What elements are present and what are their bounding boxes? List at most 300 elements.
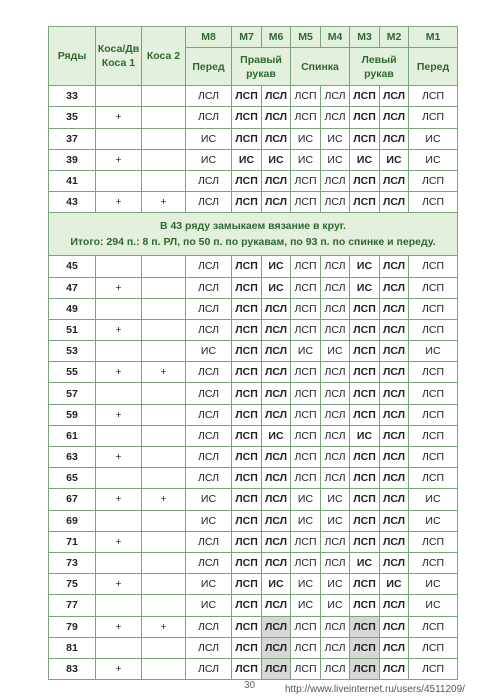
stitch-cell: ЛСП — [409, 107, 458, 128]
stitch-cell: ИС — [321, 341, 350, 362]
table-row — [49, 468, 458, 489]
table-row — [49, 595, 458, 616]
stitch-cell: ЛСП — [291, 531, 321, 552]
kosa2-mark — [142, 298, 186, 319]
stitch-cell: ЛСЛ — [380, 425, 409, 446]
stitch-cell: ЛСП — [291, 468, 321, 489]
marker-m3: М3 — [350, 27, 380, 48]
row-number: 53 — [49, 341, 96, 362]
kosa1-mark — [96, 256, 142, 277]
table-row — [49, 658, 458, 679]
stitch-cell: ЛСП — [350, 658, 380, 679]
kosa2-mark — [142, 107, 186, 128]
stitch-cell: ИС — [262, 425, 291, 446]
row-number: 57 — [49, 383, 96, 404]
stitch-cell: ЛСП — [350, 107, 380, 128]
stitch-cell: ЛСЛ — [262, 510, 291, 531]
stitch-cell: ИС — [291, 574, 321, 595]
stitch-cell: ЛСП — [232, 510, 262, 531]
stitch-cell: ЛСЛ — [262, 170, 291, 191]
stitch-cell: ЛСЛ — [186, 362, 232, 383]
row-number: 55 — [49, 362, 96, 383]
stitch-cell: ЛСП — [232, 552, 262, 573]
stitch-cell: ИС — [409, 595, 458, 616]
stitch-cell: ЛСП — [232, 447, 262, 468]
kosa1-mark — [96, 383, 142, 404]
stitch-cell: ЛСП — [232, 404, 262, 425]
stitch-cell: ИС — [186, 510, 232, 531]
stitch-cell: ЛСЛ — [380, 319, 409, 340]
stitch-cell: ЛСП — [291, 319, 321, 340]
stitch-cell: ЛСП — [291, 637, 321, 658]
row-number: 81 — [49, 637, 96, 658]
stitch-cell: ЛСЛ — [380, 447, 409, 468]
kosa1-mark: + — [96, 574, 142, 595]
kosa2-mark — [142, 658, 186, 679]
stitch-cell: ЛСЛ — [262, 468, 291, 489]
kosa1-mark — [96, 341, 142, 362]
marker-m1: М1 — [409, 27, 458, 48]
stitch-cell: ИС — [409, 489, 458, 510]
stitch-cell: ЛСЛ — [186, 298, 232, 319]
stitch-cell: ИС — [409, 510, 458, 531]
note-block — [49, 213, 458, 256]
stitch-cell: ЛСЛ — [186, 531, 232, 552]
stitch-cell: ЛСП — [291, 658, 321, 679]
stitch-cell: ЛСП — [409, 192, 458, 213]
table-row — [49, 341, 458, 362]
stitch-cell: ЛСЛ — [380, 298, 409, 319]
row-number: 73 — [49, 552, 96, 573]
stitch-cell: ЛСЛ — [321, 170, 350, 191]
stitch-cell: ЛСП — [232, 468, 262, 489]
header-right-sleeve: Правый рукав — [232, 48, 291, 86]
stitch-cell: ЛСП — [350, 192, 380, 213]
stitch-cell: ЛСП — [350, 298, 380, 319]
table-row — [49, 425, 458, 446]
stitch-cell: ИС — [186, 341, 232, 362]
stitch-cell: ИС — [291, 510, 321, 531]
stitch-cell: ИС — [321, 489, 350, 510]
stitch-cell: ЛСП — [409, 637, 458, 658]
kosa2-mark — [142, 531, 186, 552]
stitch-cell: ЛСП — [409, 404, 458, 425]
stitch-cell: ЛСЛ — [262, 616, 291, 637]
kosa2-mark — [142, 510, 186, 531]
table-row — [49, 277, 458, 298]
row-number: 75 — [49, 574, 96, 595]
stitch-cell: ЛСЛ — [262, 362, 291, 383]
marker-m8: М8 — [186, 27, 232, 48]
row-number: 35 — [49, 107, 96, 128]
stitch-cell: ЛСЛ — [321, 552, 350, 573]
stitch-cell: ЛСП — [409, 319, 458, 340]
stitch-cell: ЛСЛ — [186, 86, 232, 107]
stitch-cell: ЛСП — [409, 170, 458, 191]
stitch-cell: ЛСП — [291, 170, 321, 191]
row-number: 59 — [49, 404, 96, 425]
stitch-cell: ЛСЛ — [380, 404, 409, 425]
stitch-cell: ЛСЛ — [380, 510, 409, 531]
stitch-cell: ЛСП — [350, 341, 380, 362]
stitch-cell: ИС — [380, 574, 409, 595]
stitch-cell: ЛСП — [232, 658, 262, 679]
stitch-cell: ЛСП — [291, 86, 321, 107]
stitch-cell: ЛСЛ — [262, 552, 291, 573]
stitch-cell: ЛСЛ — [380, 170, 409, 191]
row-number: 61 — [49, 425, 96, 446]
stitch-cell: ИС — [350, 277, 380, 298]
stitch-cell: ЛСЛ — [321, 447, 350, 468]
table-header — [49, 27, 458, 86]
stitch-cell: ИС — [321, 574, 350, 595]
stitch-cell: ЛСЛ — [262, 447, 291, 468]
kosa2-mark — [142, 574, 186, 595]
kosa2-mark — [142, 468, 186, 489]
kosa2-mark: + — [142, 192, 186, 213]
stitch-cell: ЛСП — [232, 531, 262, 552]
row-number: 33 — [49, 86, 96, 107]
marker-m2: М2 — [380, 27, 409, 48]
row-number: 69 — [49, 510, 96, 531]
page-number: 30 — [244, 680, 256, 691]
stitch-cell: ИС — [291, 149, 321, 170]
stitch-cell: ЛСП — [232, 128, 262, 149]
table-row — [49, 637, 458, 658]
table-row — [49, 256, 458, 277]
stitch-cell: ЛСП — [232, 383, 262, 404]
stitch-cell: ЛСЛ — [380, 489, 409, 510]
table-row — [49, 531, 458, 552]
stitch-cell: ЛСП — [291, 256, 321, 277]
table-row — [49, 86, 458, 107]
stitch-cell: ИС — [262, 277, 291, 298]
kosa1-mark: + — [96, 107, 142, 128]
row-number: 43 — [49, 192, 96, 213]
table-row — [49, 574, 458, 595]
row-number: 51 — [49, 319, 96, 340]
stitch-cell: ЛСЛ — [321, 404, 350, 425]
row-number: 45 — [49, 256, 96, 277]
stitch-cell: ЛСЛ — [321, 616, 350, 637]
stitch-cell: ЛСЛ — [262, 658, 291, 679]
stitch-cell: ЛСП — [350, 531, 380, 552]
stitch-cell: ЛСП — [350, 510, 380, 531]
stitch-cell: ИС — [291, 489, 321, 510]
stitch-cell: ЛСЛ — [186, 256, 232, 277]
kosa1-mark — [96, 552, 142, 573]
stitch-cell: ЛСЛ — [186, 319, 232, 340]
stitch-cell: ЛСЛ — [262, 319, 291, 340]
kosa2-mark — [142, 170, 186, 191]
kosa1-mark: + — [96, 616, 142, 637]
kosa2-mark — [142, 595, 186, 616]
stitch-cell: ЛСЛ — [321, 383, 350, 404]
stitch-cell: ЛСЛ — [262, 341, 291, 362]
stitch-cell: ЛСЛ — [186, 616, 232, 637]
stitch-cell: ЛСЛ — [262, 489, 291, 510]
stitch-cell: ЛСП — [409, 362, 458, 383]
kosa1-mark — [96, 425, 142, 446]
marker-m6: М6 — [262, 27, 291, 48]
stitch-cell: ЛСЛ — [321, 637, 350, 658]
stitch-cell: ЛСП — [409, 447, 458, 468]
stitch-cell: ЛСП — [409, 425, 458, 446]
marker-m7: М7 — [232, 27, 262, 48]
stitch-cell: ЛСЛ — [186, 637, 232, 658]
stitch-cell: ЛСП — [350, 86, 380, 107]
stitch-cell: ЛСП — [232, 341, 262, 362]
row-number: 83 — [49, 658, 96, 679]
stitch-cell: ИС — [262, 574, 291, 595]
stitch-cell: ЛСЛ — [321, 531, 350, 552]
header-back: Спинка — [291, 48, 350, 86]
table-row — [49, 616, 458, 637]
stitch-cell: ЛСП — [350, 637, 380, 658]
kosa2-mark: + — [142, 362, 186, 383]
kosa2-mark: + — [142, 616, 186, 637]
stitch-cell: ИС — [186, 595, 232, 616]
stitch-cell: ЛСП — [232, 425, 262, 446]
stitch-cell: ЛСЛ — [262, 298, 291, 319]
stitch-cell: ЛСП — [232, 192, 262, 213]
stitch-cell: ЛСП — [291, 277, 321, 298]
stitch-cell: ЛСЛ — [262, 192, 291, 213]
row-number: 63 — [49, 447, 96, 468]
kosa2-mark: + — [142, 489, 186, 510]
kosa2-mark — [142, 552, 186, 573]
kosa1-mark: + — [96, 277, 142, 298]
stitch-cell: ЛСП — [350, 383, 380, 404]
row-number: 79 — [49, 616, 96, 637]
stitch-cell: ЛСЛ — [321, 298, 350, 319]
header-left-sleeve: Левый рукав — [350, 48, 409, 86]
stitch-cell: ЛСП — [232, 170, 262, 191]
stitch-cell: ЛСП — [291, 552, 321, 573]
stitch-cell: ИС — [186, 128, 232, 149]
stitch-cell: ЛСЛ — [321, 468, 350, 489]
stitch-cell: ЛСП — [350, 595, 380, 616]
stitch-cell: ИС — [350, 149, 380, 170]
stitch-cell: ЛСЛ — [186, 170, 232, 191]
stitch-cell: ЛСП — [232, 256, 262, 277]
header-front-2: Перед — [409, 48, 458, 86]
kosa2-mark — [142, 637, 186, 658]
table-row — [49, 128, 458, 149]
stitch-cell: ЛСЛ — [321, 277, 350, 298]
stitch-cell: ЛСЛ — [186, 404, 232, 425]
note-line-1: В 43 ряду замыкаем вязание в круг. — [159, 220, 347, 233]
stitch-cell: ЛСЛ — [321, 192, 350, 213]
kosa1-mark — [96, 128, 142, 149]
stitch-cell: ЛСП — [350, 404, 380, 425]
stitch-cell: ЛСЛ — [380, 383, 409, 404]
kosa1-mark: + — [96, 319, 142, 340]
table-row — [49, 362, 458, 383]
stitch-cell: ЛСЛ — [321, 362, 350, 383]
stitch-cell: ЛСЛ — [380, 128, 409, 149]
stitch-cell: ЛСП — [409, 616, 458, 637]
marker-m4: М4 — [321, 27, 350, 48]
table-row — [49, 383, 458, 404]
stitch-cell: ИС — [409, 128, 458, 149]
stitch-cell: ЛСЛ — [380, 341, 409, 362]
stitch-cell: ЛСЛ — [380, 192, 409, 213]
stitch-cell: ИС — [321, 149, 350, 170]
kosa2-mark — [142, 425, 186, 446]
stitch-cell: ИС — [409, 341, 458, 362]
kosa1-mark — [96, 86, 142, 107]
stitch-cell: ЛСЛ — [321, 319, 350, 340]
stitch-cell: ЛСП — [409, 658, 458, 679]
stitch-cell: ЛСЛ — [321, 107, 350, 128]
stitch-cell: ИС — [350, 552, 380, 573]
stitch-cell: ИС — [409, 574, 458, 595]
row-number: 39 — [49, 149, 96, 170]
kosa1-mark: + — [96, 404, 142, 425]
stitch-cell: ЛСП — [291, 298, 321, 319]
stitch-cell: ЛСЛ — [186, 383, 232, 404]
stitch-cell: ЛСЛ — [380, 658, 409, 679]
stitch-cell: ЛСЛ — [321, 256, 350, 277]
kosa1-mark — [96, 637, 142, 658]
kosa2-mark — [142, 86, 186, 107]
stitch-cell: ЛСЛ — [380, 468, 409, 489]
stitch-cell: ИС — [232, 149, 262, 170]
kosa1-mark: + — [96, 362, 142, 383]
knitting-pattern-table — [48, 26, 458, 680]
stitch-cell: ЛСП — [291, 447, 321, 468]
row-number: 65 — [49, 468, 96, 489]
source-url: http://www.liveinternet.ru/users/4511209/ — [285, 684, 465, 695]
stitch-cell: ЛСП — [409, 468, 458, 489]
stitch-cell: ИС — [321, 510, 350, 531]
stitch-cell: ЛСП — [232, 319, 262, 340]
table-row — [49, 510, 458, 531]
kosa1-mark — [96, 510, 142, 531]
table-row — [49, 319, 458, 340]
table-row — [49, 298, 458, 319]
stitch-cell: ЛСП — [409, 383, 458, 404]
stitch-cell: ЛСП — [291, 192, 321, 213]
stitch-cell: ИС — [350, 425, 380, 446]
kosa2-mark — [142, 319, 186, 340]
kosa1-mark: + — [96, 531, 142, 552]
kosa2-mark — [142, 149, 186, 170]
stitch-cell: ИС — [321, 128, 350, 149]
kosa2-mark — [142, 383, 186, 404]
header-kosa2: Коса 2 — [142, 27, 186, 86]
stitch-cell: ЛСП — [232, 277, 262, 298]
stitch-cell: ЛСЛ — [380, 531, 409, 552]
row-number: 37 — [49, 128, 96, 149]
rows-group-b — [49, 256, 458, 680]
row-number: 41 — [49, 170, 96, 191]
table-row — [49, 489, 458, 510]
stitch-cell: ЛСЛ — [380, 552, 409, 573]
row-number: 77 — [49, 595, 96, 616]
stitch-cell: ИС — [186, 489, 232, 510]
stitch-cell: ЛСП — [232, 574, 262, 595]
kosa1-mark — [96, 595, 142, 616]
stitch-cell: ЛСП — [232, 489, 262, 510]
stitch-cell: ЛСЛ — [380, 637, 409, 658]
stitch-cell: ЛСП — [409, 256, 458, 277]
table-row — [49, 447, 458, 468]
kosa2-mark — [142, 128, 186, 149]
stitch-cell: ЛСП — [350, 447, 380, 468]
row-number: 47 — [49, 277, 96, 298]
stitch-cell: ЛСЛ — [186, 552, 232, 573]
stitch-cell: ИС — [291, 128, 321, 149]
stitch-cell: ЛСЛ — [186, 425, 232, 446]
stitch-cell: ЛСЛ — [380, 362, 409, 383]
kosa2-mark — [142, 404, 186, 425]
stitch-cell: ЛСЛ — [380, 107, 409, 128]
closing-note — [49, 213, 458, 256]
kosa1-mark: + — [96, 658, 142, 679]
stitch-cell: ЛСП — [291, 404, 321, 425]
stitch-cell: ЛСЛ — [380, 277, 409, 298]
stitch-cell: ЛСП — [409, 277, 458, 298]
stitch-cell: ЛСП — [232, 595, 262, 616]
stitch-cell: ЛСЛ — [262, 531, 291, 552]
stitch-cell: ЛСП — [232, 616, 262, 637]
stitch-cell: ИС — [186, 149, 232, 170]
kosa1-mark — [96, 468, 142, 489]
kosa1-mark: + — [96, 149, 142, 170]
stitch-cell: ЛСЛ — [186, 107, 232, 128]
stitch-cell: ЛСП — [232, 107, 262, 128]
stitch-cell: ЛСП — [350, 362, 380, 383]
stitch-cell: ЛСП — [291, 383, 321, 404]
stitch-cell: ИС — [186, 574, 232, 595]
stitch-cell: ЛСП — [291, 107, 321, 128]
stitch-cell: ИС — [409, 149, 458, 170]
stitch-cell: ЛСЛ — [262, 637, 291, 658]
kosa2-mark — [142, 256, 186, 277]
stitch-cell: ЛСП — [232, 86, 262, 107]
stitch-cell: ЛСЛ — [186, 277, 232, 298]
kosa1-mark: + — [96, 489, 142, 510]
stitch-cell: ЛСЛ — [186, 447, 232, 468]
stitch-cell: ИС — [291, 341, 321, 362]
rows-group-a — [49, 86, 458, 213]
stitch-cell: ЛСП — [350, 170, 380, 191]
stitch-cell: ЛСЛ — [380, 595, 409, 616]
kosa2-mark — [142, 341, 186, 362]
stitch-cell: ЛСЛ — [380, 616, 409, 637]
kosa2-mark — [142, 277, 186, 298]
stitch-cell: ЛСП — [409, 298, 458, 319]
stitch-cell: ЛСП — [291, 362, 321, 383]
stitch-cell: ЛСЛ — [321, 658, 350, 679]
stitch-cell: ЛСП — [409, 552, 458, 573]
stitch-cell: ЛСЛ — [321, 86, 350, 107]
stitch-cell: ЛСЛ — [186, 192, 232, 213]
kosa2-mark — [142, 447, 186, 468]
stitch-cell: ЛСП — [409, 531, 458, 552]
stitch-cell: ЛСЛ — [262, 404, 291, 425]
stitch-cell: ЛСП — [350, 319, 380, 340]
stitch-cell: ЛСЛ — [380, 256, 409, 277]
stitch-cell: ЛСЛ — [380, 86, 409, 107]
stitch-cell: ЛСП — [232, 298, 262, 319]
kosa1-mark: + — [96, 192, 142, 213]
stitch-cell: ИС — [262, 149, 291, 170]
table-row — [49, 552, 458, 573]
marker-m5: М5 — [291, 27, 321, 48]
